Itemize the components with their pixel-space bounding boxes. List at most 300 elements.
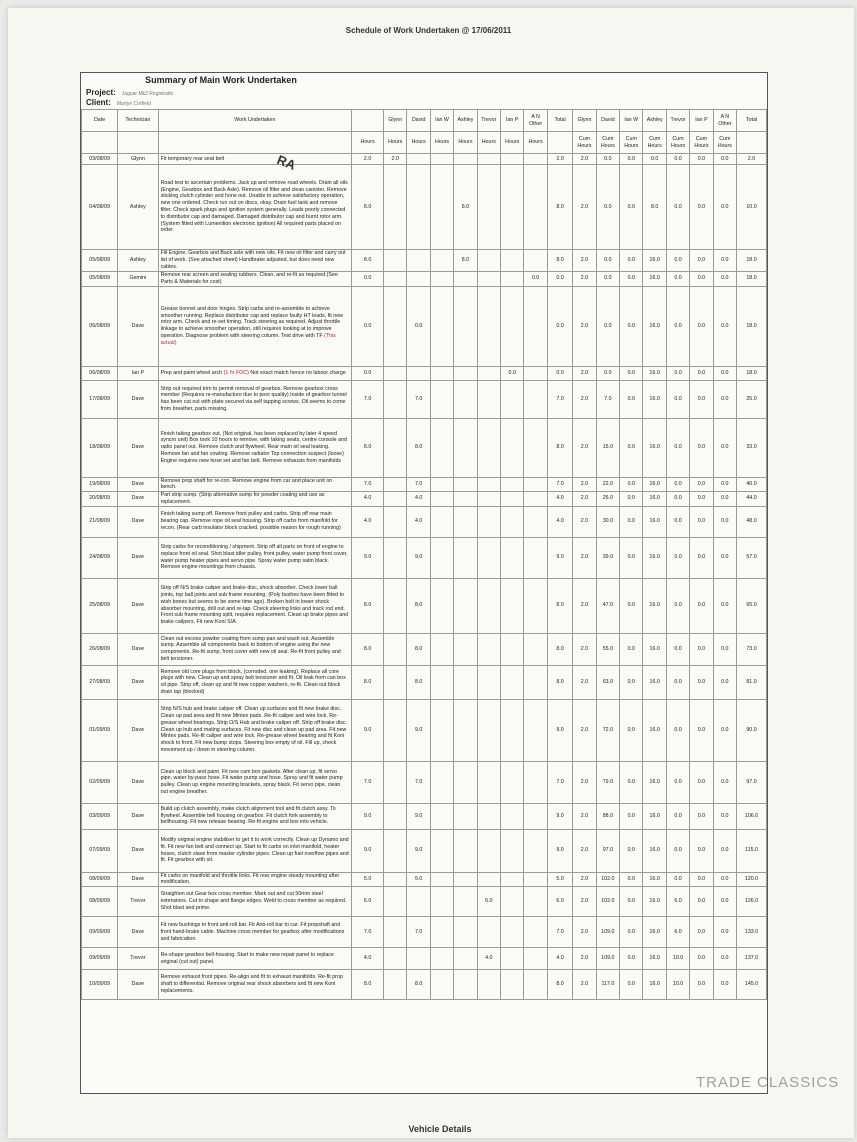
summary-title: Summary of Main Work Undertaken (145, 75, 297, 85)
total-cell: 8.0 (547, 578, 573, 633)
person-hours-cell (430, 380, 453, 418)
date-cell: 09/09/09 (82, 917, 118, 948)
technician-cell: Ashley (118, 250, 158, 272)
person-hours-cell (477, 272, 500, 287)
cum-hours-cell: 0.0 (620, 366, 643, 380)
cum-hours-cell: 0.0 (666, 699, 689, 761)
cum-hours-cell: 0.0 (690, 699, 713, 761)
person-hours-cell (501, 803, 524, 829)
cum-hours-cell: 2.0 (573, 665, 596, 699)
cum-hours-cell: 0.0 (620, 872, 643, 887)
person-hours-cell (501, 477, 524, 492)
person-hours-cell (430, 165, 453, 250)
person-hours-cell (524, 917, 547, 948)
hours-cell: 6.0 (352, 887, 384, 917)
cum-hours-cell: 0.0 (690, 418, 713, 477)
table-row (82, 578, 767, 633)
cum-hours-cell: 16.0 (643, 537, 666, 578)
footer-vehicle-details: Vehicle Details (408, 1124, 472, 1134)
cum-hours-cell: 109.0 (596, 948, 619, 970)
person-hours-cell (524, 366, 547, 380)
table-row (82, 506, 767, 537)
cum-hours-cell: 16.0 (643, 699, 666, 761)
person-hours-cell (454, 286, 477, 366)
person-hours-cell: 8.0 (407, 633, 430, 665)
person-hours-cell (477, 633, 500, 665)
col-total: Total (547, 110, 573, 132)
cum-hours-cell: 2.0 (573, 537, 596, 578)
cum-hours-cell: 0.0 (713, 665, 736, 699)
cum-hours-cell: 0.0 (620, 948, 643, 970)
hours-cell: 0.0 (352, 286, 384, 366)
description-text: Fit new bushings to front anti-roll bar. Fit Anti-roll bar to car. Fit propshaft and front hand-brake cable. Machine cross member for gearbox after modifications and fabrication. (160, 921, 345, 942)
description-text: Fit carbs on manifold and throttle links. Fit rear engine steady mounting after modification. (160, 872, 340, 886)
person-hours-cell (454, 633, 477, 665)
cum-hours-cell: 0.0 (713, 366, 736, 380)
cum-hours-cell: 0.0 (620, 272, 643, 287)
cum-hours-cell: 0.0 (690, 380, 713, 418)
person-hours-cell (430, 665, 453, 699)
header-row (82, 110, 767, 132)
person-hours-cell (454, 803, 477, 829)
person-hours-cell (501, 165, 524, 250)
cum-hours-cell: 16.0 (643, 948, 666, 970)
date-cell: 02/09/09 (82, 761, 118, 803)
cum-hours-cell: 0.0 (690, 492, 713, 507)
technician-cell: Dave (118, 665, 158, 699)
cum-hours-cell: 0.0 (713, 917, 736, 948)
date-cell: 19/08/09 (82, 477, 118, 492)
col-glynn: Glynn (384, 110, 407, 132)
person-hours-cell (384, 380, 407, 418)
person-hours-cell (454, 761, 477, 803)
person-hours-cell (384, 829, 407, 872)
cum-hours-cell: 16.0 (643, 665, 666, 699)
person-hours-cell: 8.0 (454, 165, 477, 250)
total-cell: 4.0 (547, 948, 573, 970)
cum-hours-cell: 0.0 (596, 286, 619, 366)
total-cell: 8.0 (547, 250, 573, 272)
person-hours-cell (430, 948, 453, 970)
person-hours-cell: 4.0 (407, 506, 430, 537)
cum-hours-cell: 0.0 (690, 803, 713, 829)
project-value: Jaguar Mk2 Registratio (121, 91, 174, 97)
date-cell: 03/09/09 (82, 803, 118, 829)
hours-cell: 8.0 (352, 970, 384, 1000)
description-text: Not exact match hence no labour charge (248, 369, 346, 376)
cum-hours-cell: 0.0 (690, 887, 713, 917)
cum-hours-cell: 16.0 (643, 803, 666, 829)
date-cell: 27/08/09 (82, 665, 118, 699)
col-hours-blank (352, 110, 384, 132)
cum-hours-cell: 2.0 (573, 887, 596, 917)
cum-hours-cell: 0.0 (666, 761, 689, 803)
client-line (86, 98, 151, 107)
person-hours-cell (477, 872, 500, 887)
work-description-cell (158, 887, 352, 917)
cum-hours-cell: 16.0 (643, 633, 666, 665)
total-cell: 7.0 (547, 477, 573, 492)
cum-hours-cell: 2.0 (573, 917, 596, 948)
cum-hours-cell: 88.0 (596, 803, 619, 829)
total-cell: 6.0 (547, 887, 573, 917)
cum-hours-cell: 0.0 (713, 154, 736, 165)
person-hours-cell (384, 578, 407, 633)
date-cell: 08/09/09 (82, 872, 118, 887)
cum-hours-cell: 0.0 (713, 970, 736, 1000)
total-cell: 9.0 (547, 699, 573, 761)
cum-hours-cell: 16.0 (643, 917, 666, 948)
person-hours-cell (454, 418, 477, 477)
person-hours-cell (430, 829, 453, 872)
person-hours-cell (501, 917, 524, 948)
person-hours-cell (524, 537, 547, 578)
person-hours-cell (384, 492, 407, 507)
hours-cell: 7.0 (352, 477, 384, 492)
cum-total-cell: 65.0 (737, 578, 767, 633)
page-header: Schedule of Work Undertaken @ 17/06/2011 (345, 26, 512, 35)
cum-hours-cell: 0.0 (620, 492, 643, 507)
cum-total-cell: 57.0 (737, 537, 767, 578)
person-hours-cell (524, 477, 547, 492)
person-hours-cell (524, 761, 547, 803)
technician-cell: Ashley (118, 165, 158, 250)
cum-hours-cell: 0.0 (713, 699, 736, 761)
person-hours-cell (524, 699, 547, 761)
cum-hours-cell: 0.0 (666, 250, 689, 272)
cum-hours-cell: 2.0 (573, 948, 596, 970)
work-description-cell (158, 366, 352, 380)
total-cell: 9.0 (547, 803, 573, 829)
date-cell: 05/08/09 (82, 272, 118, 287)
person-hours-cell (430, 917, 453, 948)
cum-hours-cell: 0.0 (713, 506, 736, 537)
total-cell: 2.0 (547, 154, 573, 165)
cum-hours-cell: 10.0 (666, 970, 689, 1000)
cum-hours-cell: 0.0 (690, 633, 713, 665)
person-hours-cell (524, 872, 547, 887)
person-hours-cell: 0.0 (407, 286, 430, 366)
cum-total-cell: 48.0 (737, 506, 767, 537)
person-hours-cell (384, 477, 407, 492)
person-hours-cell (430, 803, 453, 829)
cum-hours-cell: 47.0 (596, 578, 619, 633)
person-hours-cell (477, 418, 500, 477)
person-hours-cell: 9.0 (407, 537, 430, 578)
person-hours-cell (454, 366, 477, 380)
cum-hours-cell: 10.0 (666, 948, 689, 970)
person-hours-cell (477, 286, 500, 366)
cum-hours-cell: 0.0 (690, 477, 713, 492)
date-cell: 04/08/09 (82, 165, 118, 250)
col-technician: Technician (118, 110, 158, 132)
person-hours-cell (407, 948, 430, 970)
person-hours-cell (384, 286, 407, 366)
cum-hours-cell: 0.0 (620, 970, 643, 1000)
sub-cum: Cum Hours (596, 132, 619, 154)
work-description-cell (158, 492, 352, 507)
person-hours-cell: 7.0 (407, 917, 430, 948)
person-hours-cell (501, 578, 524, 633)
description-text: Strip out required trim to permit removal of gearbox. Remove gearbox cross member (Requires re-manufacture due to poor quality) Inside of gearbox tunnel has been cut out with plate secured via self tapping screws. Oil seems to come from breather, parts missing. (160, 385, 347, 412)
cum-hours-cell: 0.0 (666, 165, 689, 250)
col-ian-p: Ian P (501, 110, 524, 132)
cum-hours-cell: 16.0 (643, 477, 666, 492)
work-description-cell (158, 506, 352, 537)
person-hours-cell (384, 761, 407, 803)
cum-hours-cell: 0.0 (620, 250, 643, 272)
cum-hours-cell: 16.0 (643, 887, 666, 917)
sub-cum: Cum Hours (666, 132, 689, 154)
person-hours-cell (384, 506, 407, 537)
table-row (82, 477, 767, 492)
project-label: Project: (86, 88, 116, 97)
cum-total-cell: 2.0 (737, 154, 767, 165)
work-description-cell (158, 578, 352, 633)
person-hours-cell (501, 537, 524, 578)
date-cell: 03/08/09 (82, 154, 118, 165)
description-text: Road test to ascertain problems. Jack up and remove road wheels. Drain all oils (Engine, Gearbox and Back Axle). Remove oil filter and clean canister. Remove sticking clutch cylinder and hone out. Unable to achieve satisfactory operation, new one ordered. Check run out on discs, okay. Drain fuel tank and remove filter. Check spark plugs and ignition system generally. Leads poorly connected to distributor cap and damaged. Damaged distributor cap and burnt rotor arm. (System fitted with Lumenition electronic ignition) All required parts placed on order. (160, 179, 348, 234)
person-hours-cell (501, 250, 524, 272)
cum-hours-cell: 0.0 (690, 665, 713, 699)
client-label: Client: (86, 98, 111, 107)
hours-cell: 8.0 (352, 633, 384, 665)
person-hours-cell (501, 286, 524, 366)
person-hours-cell: 8.0 (407, 578, 430, 633)
work-description-cell (158, 872, 352, 887)
table-row (82, 154, 767, 165)
total-cell: 8.0 (547, 665, 573, 699)
hours-cell: 9.0 (352, 803, 384, 829)
work-description-cell (158, 665, 352, 699)
total-cell: 4.0 (547, 506, 573, 537)
technician-cell: Dave (118, 286, 158, 366)
person-hours-cell (384, 272, 407, 287)
person-hours-cell (477, 803, 500, 829)
cum-hours-cell: 117.0 (596, 970, 619, 1000)
table-row (82, 286, 767, 366)
cum-hours-cell: 0.0 (690, 917, 713, 948)
person-hours-cell (477, 665, 500, 699)
person-hours-cell: 9.0 (407, 803, 430, 829)
cum-hours-cell: 0.0 (620, 154, 643, 165)
cum-hours-cell: 0.0 (690, 165, 713, 250)
person-hours-cell (524, 633, 547, 665)
person-hours-cell: 0.0 (501, 366, 524, 380)
cum-hours-cell: 16.0 (643, 492, 666, 507)
person-hours-cell (501, 492, 524, 507)
work-description-cell (158, 272, 352, 287)
date-cell: 08/09/09 (82, 887, 118, 917)
cum-hours-cell: 0.0 (666, 537, 689, 578)
description-text: Remove exhaust front pipes. Re-align and fit to exhaust manifolds. Re-fit prop shaft to differential. Remove original rear shock absorbers and fit new Koni replacements. (160, 974, 343, 994)
person-hours-cell (477, 829, 500, 872)
description-text: Clean up block and paint. Fit new cam box gaskets. After clean up, fit servo pipe, water by-pass hose. Fit water pump and hose. Spray and fit water pump pulley. Clean up engine mounting brackets, spray black. Fit servo pipe, clean out engine breather. (160, 768, 343, 795)
person-hours-cell (454, 506, 477, 537)
hours-cell: 9.0 (352, 537, 384, 578)
person-hours-cell (524, 250, 547, 272)
technician-cell: Dave (118, 699, 158, 761)
col-david: David (407, 110, 430, 132)
cum-total-cell: 10.0 (737, 165, 767, 250)
col-cum-ashley: Ashley (643, 110, 666, 132)
cum-hours-cell: 2.0 (573, 286, 596, 366)
table-row (82, 272, 767, 287)
subheader-row (82, 132, 767, 154)
cum-hours-cell: 0.0 (666, 803, 689, 829)
hours-cell: 4.0 (352, 492, 384, 507)
person-hours-cell (477, 492, 500, 507)
person-hours-cell (430, 699, 453, 761)
work-description-cell (158, 418, 352, 477)
technician-cell: Dave (118, 761, 158, 803)
table-row (82, 665, 767, 699)
total-cell: 4.0 (547, 492, 573, 507)
person-hours-cell (524, 286, 547, 366)
person-hours-cell (407, 366, 430, 380)
person-hours-cell: 6.0 (477, 887, 500, 917)
description-note: (1 hr FOC) (223, 369, 249, 376)
person-hours-cell (477, 506, 500, 537)
hours-cell: 7.0 (352, 380, 384, 418)
hours-cell: 9.0 (352, 829, 384, 872)
person-hours-cell: 8.0 (407, 970, 430, 1000)
col-ian-w: Ian W (430, 110, 453, 132)
person-hours-cell (454, 380, 477, 418)
cum-hours-cell: 102.0 (596, 872, 619, 887)
person-hours-cell (407, 165, 430, 250)
cum-hours-cell: 0.0 (713, 250, 736, 272)
person-hours-cell (384, 948, 407, 970)
cum-hours-cell: 2.0 (573, 272, 596, 287)
cum-hours-cell: 16.0 (643, 366, 666, 380)
cum-total-cell: 137.0 (737, 948, 767, 970)
cum-hours-cell: 97.0 (596, 829, 619, 872)
description-text: Re-shape gearbox bell-housing. Start to make new repair panel to replace original (cut out) panel. (160, 951, 334, 965)
person-hours-cell (477, 154, 500, 165)
cum-hours-cell: 0.0 (620, 506, 643, 537)
cum-hours-cell: 79.0 (596, 761, 619, 803)
person-hours-cell (430, 492, 453, 507)
hours-cell: 7.0 (352, 761, 384, 803)
technician-cell: Dave (118, 970, 158, 1000)
sub-hours: Hours (524, 132, 547, 154)
cum-hours-cell: 0.0 (666, 477, 689, 492)
person-hours-cell (384, 872, 407, 887)
person-hours-cell: 0.0 (524, 272, 547, 287)
description-text: Modify original engine stabiliser to get it to work correctly. Clean up Dynamo and fit. Fit new fan belt and connect up. Start to fit carbs on inlet manifold, heater hoses, clutch slave from master cylinder pipes. Clean up fuel overflow pipes and fit. Fit gearbox with oil. (160, 837, 349, 864)
cum-hours-cell: 0.0 (620, 633, 643, 665)
total-cell: 9.0 (547, 537, 573, 578)
technician-cell: Dave (118, 477, 158, 492)
date-cell: 09/09/09 (82, 948, 118, 970)
cum-total-cell: 115.0 (737, 829, 767, 872)
date-cell: 21/08/09 (82, 506, 118, 537)
description-text: Strip N/S hub and brake caliper off. Clean up surfaces and fit new brake disc. Clean up pad area and fit new Mintex pads. Re-fit caliper and wire lock. Re-grease wheel bearings. Strip O/S Hub and brake caliper off. Strip off brake disc. Clean up hub and mating surfaces. Fit new disc and clean up pad area. Fit new Mintex pads. Re-fit caliper and wire lock. Re-grease wheel bearing and fit Koni shock to front. Fit new bump stops. Steering box empty of oil. Fill up, check movement up / down in steering column. (160, 706, 348, 753)
watermark-logo: TRADE CLASSICS (696, 1074, 840, 1091)
total-cell: 8.0 (547, 970, 573, 1000)
work-description-cell (158, 250, 352, 272)
person-hours-cell (501, 665, 524, 699)
cum-hours-cell: 0.0 (713, 272, 736, 287)
person-hours-cell: 8.0 (454, 250, 477, 272)
sub-hours: Hours (407, 132, 430, 154)
work-description-cell (158, 633, 352, 665)
cum-hours-cell: 2.0 (573, 366, 596, 380)
person-hours-cell: 8.0 (407, 665, 430, 699)
sub-hours: Hours (384, 132, 407, 154)
col-cum-total: Total (737, 110, 767, 132)
cum-hours-cell: 102.0 (596, 887, 619, 917)
col-cum-david: David (596, 110, 619, 132)
work-description-cell (158, 537, 352, 578)
description-text: Strip off N/S brake caliper and brake disc, shock absorber. Check lower ball joints, top ball joints and sub frame mounting. (Poly bushes have been fitted to wish bones but seems to be some time ago). Broken bolt in lower shock absorber mounting, drill out and re-tap. Check steering links and track rod end. Front sub frame mounting split, requires replacement. Clean up brake pipes and brake calipers. Fit new Koni S/A. (160, 585, 349, 626)
person-hours-cell: 7.0 (407, 761, 430, 803)
description-text: Prep and paint wheel arch (160, 369, 224, 376)
cum-hours-cell: 0.0 (620, 165, 643, 250)
person-hours-cell (501, 272, 524, 287)
person-hours-cell (430, 761, 453, 803)
table-row (82, 537, 767, 578)
date-cell: 18/08/09 (82, 418, 118, 477)
cum-hours-cell: 0.0 (596, 366, 619, 380)
cum-hours-cell: 2.0 (573, 970, 596, 1000)
person-hours-cell: 8.0 (407, 418, 430, 477)
cum-hours-cell: 8.0 (643, 165, 666, 250)
date-cell: 25/08/09 (82, 578, 118, 633)
hours-cell: 0.0 (352, 272, 384, 287)
table-row (82, 418, 767, 477)
sub-hours: Hours (352, 132, 384, 154)
person-hours-cell (477, 578, 500, 633)
col-date: Date (82, 110, 118, 132)
technician-cell: Glynn (118, 154, 158, 165)
cum-hours-cell: 2.0 (573, 250, 596, 272)
cum-hours-cell: 16.0 (643, 970, 666, 1000)
person-hours-cell (384, 917, 407, 948)
work-description-cell (158, 803, 352, 829)
work-description-cell (158, 761, 352, 803)
person-hours-cell (384, 537, 407, 578)
person-hours-cell (384, 699, 407, 761)
cum-hours-cell: 0.0 (620, 286, 643, 366)
person-hours-cell (454, 578, 477, 633)
project-line (86, 88, 173, 97)
person-hours-cell: 4.0 (407, 492, 430, 507)
table-row (82, 803, 767, 829)
person-hours-cell (384, 366, 407, 380)
person-hours-cell: 7.0 (407, 477, 430, 492)
work-description-cell (158, 154, 352, 165)
person-hours-cell (384, 165, 407, 250)
person-hours-cell (501, 418, 524, 477)
technician-cell: Dave (118, 829, 158, 872)
total-cell: 7.0 (547, 380, 573, 418)
person-hours-cell (454, 537, 477, 578)
person-hours-cell (501, 948, 524, 970)
person-hours-cell (430, 506, 453, 537)
cum-hours-cell: 0.0 (713, 477, 736, 492)
person-hours-cell (524, 829, 547, 872)
technician-cell: Trevor (118, 948, 158, 970)
cum-hours-cell: 16.0 (643, 506, 666, 537)
description-text: Part strip sump. (Strip alternative sump for powder coating and use as replacement. (160, 492, 325, 505)
person-hours-cell (524, 418, 547, 477)
cum-hours-cell: 2.0 (573, 154, 596, 165)
person-hours-cell (501, 154, 524, 165)
person-hours-cell (384, 803, 407, 829)
cum-total-cell: 25.0 (737, 380, 767, 418)
